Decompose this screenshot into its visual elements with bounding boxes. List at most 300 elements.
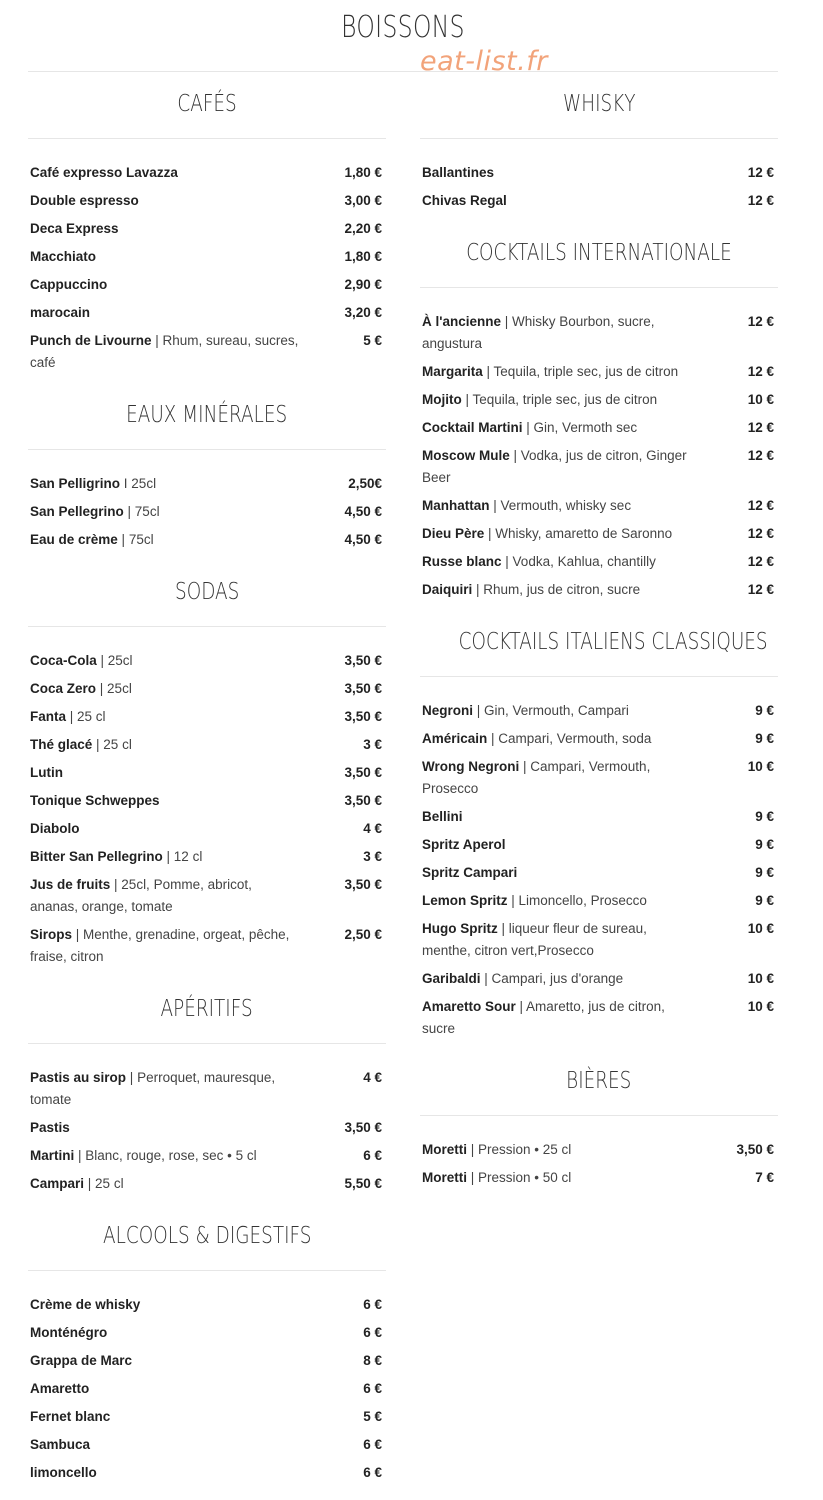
menu-item-description xyxy=(28,1117,300,1139)
menu-item-price: 3 € xyxy=(363,737,382,752)
menu-item-description xyxy=(28,874,300,918)
menu-item-name: Macchiato xyxy=(30,249,97,264)
menu-item-name: Jus de fruits xyxy=(30,877,111,892)
separator: | xyxy=(473,703,485,718)
menu-item xyxy=(420,442,778,492)
menu-item-list xyxy=(420,288,778,610)
menu-item-description xyxy=(420,523,692,545)
menu-item xyxy=(420,358,778,386)
separator: | xyxy=(507,893,519,908)
menu-item-list xyxy=(420,139,778,221)
menu-item xyxy=(420,308,778,358)
menu-item-price: 12 € xyxy=(747,498,774,513)
watermark: eat-list.fr xyxy=(420,46,548,77)
menu-item-name: Deca Express xyxy=(30,221,119,236)
menu-item-name: Martini xyxy=(30,1148,75,1163)
menu-item xyxy=(420,697,778,725)
menu-item-name: Monténégro xyxy=(30,1325,108,1340)
menu-item-price: 9 € xyxy=(755,703,774,718)
menu-item xyxy=(420,831,778,859)
menu-item-name: Fernet blanc xyxy=(30,1409,111,1424)
menu-item xyxy=(420,993,778,1043)
menu-item xyxy=(28,1403,386,1431)
menu-item-name: Cappuccino xyxy=(30,277,108,292)
menu-item xyxy=(28,1375,386,1403)
separator: | xyxy=(151,333,163,348)
menu-item-details: Tequila, triple sec, jus de citron xyxy=(472,392,658,407)
menu-item-details: 25 cl xyxy=(77,709,106,724)
menu-item-details: 25 cl xyxy=(95,1176,124,1191)
menu-item-description xyxy=(420,862,692,884)
menu-item-name: Eau de crème xyxy=(30,532,118,547)
menu-item-description xyxy=(28,1173,300,1195)
menu-item-price: 4 € xyxy=(363,1070,382,1085)
menu-item xyxy=(420,520,778,548)
menu-item-name: Garibaldi xyxy=(422,971,481,986)
menu-item-description xyxy=(28,190,300,212)
menu-item-name: Campari xyxy=(30,1176,85,1191)
menu-item-price: 12 € xyxy=(747,165,774,180)
menu-item xyxy=(28,1291,386,1319)
menu-item-price: 12 € xyxy=(747,448,774,463)
menu-item-name: Pastis xyxy=(30,1120,70,1135)
menu-item-price: 4,50 € xyxy=(344,532,382,547)
menu-item-details: Pression • 25 cl xyxy=(478,1142,572,1157)
menu-item xyxy=(420,1136,778,1164)
menu-item xyxy=(28,215,386,243)
menu-item-description xyxy=(28,1406,300,1428)
menu-item xyxy=(28,1431,386,1459)
menu-item-description xyxy=(28,1462,300,1484)
menu-item-description xyxy=(420,190,692,212)
separator: | xyxy=(126,1070,138,1085)
menu-item-price: 3,50 € xyxy=(344,877,382,892)
menu-item-price: 12 € xyxy=(747,554,774,569)
menu-item xyxy=(28,1319,386,1347)
menu-item-price: 12 € xyxy=(747,420,774,435)
separator: | xyxy=(162,849,174,864)
menu-item-price: 9 € xyxy=(755,893,774,908)
menu-item-details: Menthe, grenadine, orgeat, pêche, fraise, citron xyxy=(30,927,290,964)
menu-item-name: Ballantines xyxy=(422,165,495,180)
menu-item-price: 2,20 € xyxy=(344,221,382,236)
menu-item-details: Amaretto, jus de citron, sucre xyxy=(422,999,665,1036)
menu-item-description xyxy=(28,706,300,728)
menu-item-description xyxy=(28,1378,300,1400)
menu-item-description xyxy=(28,1434,300,1456)
menu-item xyxy=(28,187,386,215)
section-heading: ALCOOLS & DIGESTIFS xyxy=(28,1204,386,1271)
menu-item-name: Cocktail Martini xyxy=(422,420,523,435)
menu-item-description xyxy=(28,762,300,784)
menu-item-details: 75cl xyxy=(134,504,160,519)
menu-item xyxy=(420,414,778,442)
menu-item xyxy=(420,887,778,915)
menu-item-details: 25 cl xyxy=(103,737,132,752)
menu-item-description xyxy=(28,1067,300,1111)
menu-item-details: Whisky Bourbon, sucre, angustura xyxy=(422,314,655,351)
menu-item-price: 1,80 € xyxy=(344,249,382,264)
menu-item-description xyxy=(420,417,692,439)
menu-item-price: 3,50 € xyxy=(344,793,382,808)
separator: | xyxy=(74,1148,86,1163)
menu-item-details: 25cl xyxy=(131,476,157,491)
menu-item-price: 10 € xyxy=(747,971,774,986)
menu-item-description xyxy=(28,246,300,268)
menu-item-name: Coca-Cola xyxy=(30,653,97,668)
menu-item-name: Lemon Spritz xyxy=(422,893,508,908)
menu-item xyxy=(28,871,386,921)
menu-item-name: À l'ancienne xyxy=(422,314,501,329)
menu-item xyxy=(28,647,386,675)
menu-item-price: 9 € xyxy=(755,809,774,824)
menu-item-details: liqueur fleur de sureau, menthe, citron vert,Prosecco xyxy=(422,921,647,958)
menu-item-description xyxy=(28,1294,300,1316)
menu-item xyxy=(28,1114,386,1142)
menu-item-name: Amaretto Sour xyxy=(422,999,516,1014)
menu-item-description xyxy=(28,218,300,240)
section-heading: COCKTAILS INTERNATIONALE xyxy=(420,221,778,288)
menu-item-price: 3,50 € xyxy=(344,709,382,724)
menu-item-description xyxy=(28,501,300,523)
menu-item-name: Pastis au sirop xyxy=(30,1070,127,1085)
menu-item-details: Whisky, amaretto de Saronno xyxy=(495,526,673,541)
separator: | xyxy=(500,314,512,329)
menu-item-name: marocain xyxy=(30,305,91,320)
menu-item-description xyxy=(420,918,692,962)
menu-item xyxy=(28,159,386,187)
separator: | xyxy=(515,999,527,1014)
menu-item-price: 2,50€ xyxy=(348,476,382,491)
menu-item-price: 9 € xyxy=(755,837,774,852)
menu-item-details: 12 cl xyxy=(173,849,203,864)
menu-item-name: Moretti xyxy=(422,1142,467,1157)
menu-item xyxy=(28,1347,386,1375)
separator: | xyxy=(489,498,501,513)
menu-section-bieres xyxy=(420,1049,778,1198)
menu-item-price: 2,50 € xyxy=(344,927,382,942)
menu-item-description xyxy=(420,495,692,517)
menu-item-price: 4 € xyxy=(363,821,382,836)
menu-item-details: Pression • 50 cl xyxy=(478,1170,572,1185)
menu-item-price: 5,50 € xyxy=(344,1176,382,1191)
menu-item-name: Hugo Spritz xyxy=(422,921,498,936)
menu-item-description xyxy=(28,1350,300,1372)
menu-item-details: Campari, Vermouth, Prosecco xyxy=(422,759,651,796)
menu-item-details: Rhum, jus de citron, sucre xyxy=(483,582,641,597)
separator: | xyxy=(497,921,509,936)
menu-item-details: Limoncello, Prosecco xyxy=(518,893,647,908)
menu-item-description xyxy=(420,1139,692,1161)
separator: | xyxy=(501,554,513,569)
menu-item-name: Chivas Regal xyxy=(422,193,507,208)
menu-item xyxy=(28,470,386,498)
menu-item-price: 6 € xyxy=(363,1437,382,1452)
menu-item-name: Sambuca xyxy=(30,1437,91,1452)
menu-item-name: Negroni xyxy=(422,703,474,718)
menu-item-name: Daiquiri xyxy=(422,582,473,597)
menu-item-price: 10 € xyxy=(747,759,774,774)
menu-item-name: Café expresso Lavazza xyxy=(30,165,178,180)
menu-item xyxy=(420,803,778,831)
menu-item-description xyxy=(420,162,692,184)
separator: | xyxy=(467,1170,479,1185)
menu-item-details: Vodka, jus de citron, Ginger Beer xyxy=(422,448,687,485)
menu-item-price: 3,20 € xyxy=(344,305,382,320)
menu-item-price: 8 € xyxy=(363,1353,382,1368)
menu-item-price: 6 € xyxy=(363,1465,382,1480)
menu-item-name: Mojito xyxy=(422,392,462,407)
menu-item-name: Thé glacé xyxy=(30,737,93,752)
menu-item-description xyxy=(420,834,692,856)
menu-item-description xyxy=(420,890,692,912)
separator: | xyxy=(117,532,129,547)
separator: | xyxy=(519,759,531,774)
menu-item-description xyxy=(28,330,300,374)
menu-item-name: Lutin xyxy=(30,765,63,780)
menu-section-cocktails-italiens-classiques xyxy=(420,610,778,1049)
menu-item-name: Russe blanc xyxy=(422,554,502,569)
menu-item-price: 9 € xyxy=(755,865,774,880)
menu-item-price: 6 € xyxy=(363,1325,382,1340)
separator: | xyxy=(84,1176,96,1191)
menu-section-eaux-minerales xyxy=(28,383,386,560)
menu-item xyxy=(28,327,386,377)
section-heading: BIÈRES xyxy=(420,1049,778,1116)
menu-item-description xyxy=(420,806,692,828)
menu-item xyxy=(420,492,778,520)
menu-item-description xyxy=(420,445,692,489)
menu-item-description xyxy=(420,361,692,383)
separator: | xyxy=(467,1142,479,1157)
menu-item-description xyxy=(420,389,692,411)
menu-item-name: Margarita xyxy=(422,364,483,379)
menu-item xyxy=(420,386,778,414)
menu-item xyxy=(28,787,386,815)
menu-item-name: Crème de whisky xyxy=(30,1297,141,1312)
menu-item xyxy=(420,187,778,215)
section-heading: EAUX MINÉRALES xyxy=(28,383,386,450)
menu-item xyxy=(28,1459,386,1487)
menu-item-details: 75cl xyxy=(128,532,154,547)
menu-item-price: 3,50 € xyxy=(736,1142,774,1157)
menu-item-price: 5 € xyxy=(363,1409,382,1424)
menu-item-name: Grappa de Marc xyxy=(30,1353,133,1368)
separator: | xyxy=(110,877,122,892)
menu-item xyxy=(28,299,386,327)
menu-item-details: Gin, Vermoth sec xyxy=(533,420,638,435)
menu-item xyxy=(28,731,386,759)
left-column xyxy=(28,72,386,1493)
menu-item-description xyxy=(28,529,300,551)
menu-item-name: Wrong Negroni xyxy=(422,759,520,774)
menu-item xyxy=(28,1064,386,1114)
menu-item xyxy=(420,159,778,187)
menu-item-list xyxy=(28,627,386,977)
menu-item xyxy=(28,703,386,731)
menu-item-details: Tequila, triple sec, jus de citron xyxy=(493,364,679,379)
menu-item-price: 3 € xyxy=(363,849,382,864)
menu-item-name: Amaretto xyxy=(30,1381,90,1396)
menu-item-name: Tonique Schweppes xyxy=(30,793,160,808)
separator: I xyxy=(120,476,132,491)
menu-item-price: 2,90 € xyxy=(344,277,382,292)
menu-item-name: Sirops xyxy=(30,927,73,942)
separator: | xyxy=(123,504,135,519)
section-heading: SODAS xyxy=(28,560,386,627)
menu-item-name: Manhattan xyxy=(422,498,490,513)
menu-item-description xyxy=(420,551,692,573)
menu-section-aperitifs xyxy=(28,977,386,1204)
menu-item-description xyxy=(28,274,300,296)
menu-item-description xyxy=(28,302,300,324)
menu-item-price: 3,50 € xyxy=(344,765,382,780)
menu-item-price: 3,00 € xyxy=(344,193,382,208)
right-column xyxy=(420,72,778,1198)
section-heading: COCKTAILS ITALIENS CLASSIQUES xyxy=(420,610,778,677)
section-heading: APÉRITIFS xyxy=(28,977,386,1044)
menu-item-name: Spritz Aperol xyxy=(422,837,506,852)
menu-item-price: 7 € xyxy=(755,1170,774,1185)
separator: | xyxy=(92,737,104,752)
menu-item-details: Campari, Vermouth, soda xyxy=(498,731,652,746)
menu-item-description xyxy=(28,846,300,868)
menu-item xyxy=(420,548,778,576)
menu-item-price: 12 € xyxy=(747,314,774,329)
menu-item-price: 10 € xyxy=(747,999,774,1014)
menu-item-name: San Pelligrino xyxy=(30,476,121,491)
menu-item-price: 6 € xyxy=(363,1381,382,1396)
menu-item-price: 10 € xyxy=(747,392,774,407)
menu-section-cocktails-internationale xyxy=(420,221,778,610)
menu-item-price: 6 € xyxy=(363,1297,382,1312)
menu-item xyxy=(28,921,386,971)
menu-item-name: Américain xyxy=(422,731,488,746)
menu-item-description xyxy=(420,968,692,990)
menu-item-name: Bitter San Pellegrino xyxy=(30,849,163,864)
menu-item-list xyxy=(420,1116,778,1198)
menu-item-details: Blanc, rouge, rose, sec • 5 cl xyxy=(85,1148,257,1163)
menu-item-name: Diabolo xyxy=(30,821,80,836)
separator: | xyxy=(461,392,473,407)
menu-item-price: 10 € xyxy=(747,921,774,936)
menu-item xyxy=(420,576,778,604)
menu-item-name: Spritz Campari xyxy=(422,865,518,880)
separator: | xyxy=(482,364,494,379)
menu-item-description xyxy=(420,311,692,355)
menu-item-price: 3,50 € xyxy=(344,681,382,696)
separator: | xyxy=(472,582,484,597)
menu-item-details: 25cl xyxy=(107,653,133,668)
menu-item-list xyxy=(28,1044,386,1204)
section-heading: CAFÉS xyxy=(28,72,386,139)
separator: | xyxy=(96,681,108,696)
menu-item-list xyxy=(28,139,386,383)
menu-item-details: Rhum, sureau, sucres, café xyxy=(30,333,299,370)
menu-item xyxy=(28,1142,386,1170)
menu-item-list xyxy=(28,1271,386,1493)
menu-item-name: Dieu Père xyxy=(422,526,485,541)
menu-item-description xyxy=(28,678,300,700)
menu-item-name: Fanta xyxy=(30,709,67,724)
menu-item-name: Bellini xyxy=(422,809,463,824)
separator: | xyxy=(480,971,492,986)
menu-item-name: Moretti xyxy=(422,1170,467,1185)
menu-item-description xyxy=(28,924,300,968)
menu-item xyxy=(420,1164,778,1192)
menu-item xyxy=(28,759,386,787)
menu-item-description xyxy=(28,650,300,672)
menu-item-description xyxy=(28,1322,300,1344)
menu-item-details: 25cl, Pomme, abricot, ananas, orange, tomate xyxy=(30,877,252,914)
page-title: BOISSONS xyxy=(341,10,465,45)
menu-item xyxy=(420,753,778,803)
menu-item-name: Punch de Livourne xyxy=(30,333,152,348)
menu-item-details: Vermouth, whisky sec xyxy=(500,498,632,513)
menu-item-list xyxy=(420,677,778,1049)
menu-item-name: limoncello xyxy=(30,1465,97,1480)
menu-item-details: Gin, Vermouth, Campari xyxy=(484,703,629,718)
menu-item-description xyxy=(420,1167,692,1189)
menu-item-details: 25cl xyxy=(107,681,132,696)
menu-item-description xyxy=(420,700,692,722)
menu-item-price: 1,80 € xyxy=(344,165,382,180)
menu-item-name: Double espresso xyxy=(30,193,139,208)
menu-item-list xyxy=(28,450,386,560)
section-heading: WHISKY xyxy=(420,72,778,139)
menu-item xyxy=(420,915,778,965)
menu-item-price: 9 € xyxy=(755,731,774,746)
menu-item-description xyxy=(420,728,692,750)
separator: | xyxy=(509,448,521,463)
menu-item-name: Moscow Mule xyxy=(422,448,510,463)
separator: | xyxy=(96,653,108,668)
separator: | xyxy=(484,526,496,541)
menu-item-price: 5 € xyxy=(363,333,382,348)
menu-item xyxy=(28,1170,386,1198)
menu-item xyxy=(420,965,778,993)
menu-item xyxy=(28,498,386,526)
menu-item-description xyxy=(28,473,300,495)
menu-item-price: 3,50 € xyxy=(344,653,382,668)
menu-item-description xyxy=(420,579,692,601)
separator: | xyxy=(487,731,499,746)
menu-item-description xyxy=(420,756,692,800)
menu-section-whisky xyxy=(420,72,778,221)
menu-item-description xyxy=(28,790,300,812)
menu-item xyxy=(28,271,386,299)
menu-item xyxy=(420,725,778,753)
menu-item xyxy=(28,815,386,843)
separator: | xyxy=(522,420,534,435)
menu-section-alcools-digestifs xyxy=(28,1204,386,1493)
menu-item-details: Perroquet, mauresque, tomate xyxy=(30,1070,276,1107)
menu-item xyxy=(28,243,386,271)
menu-item-price: 6 € xyxy=(363,1148,382,1163)
menu-item-price: 3,50 € xyxy=(344,1120,382,1135)
menu-item-details: Vodka, Kahlua, chantilly xyxy=(512,554,656,569)
menu-item-name: San Pellegrino xyxy=(30,504,124,519)
menu-item xyxy=(420,859,778,887)
menu-section-sodas xyxy=(28,560,386,977)
menu-section-cafes xyxy=(28,72,386,383)
menu-item-description xyxy=(28,162,300,184)
menu-item-price: 12 € xyxy=(747,364,774,379)
separator: | xyxy=(72,927,84,942)
menu-item-description xyxy=(28,1145,300,1167)
menu-item-description xyxy=(28,818,300,840)
menu-item xyxy=(28,675,386,703)
